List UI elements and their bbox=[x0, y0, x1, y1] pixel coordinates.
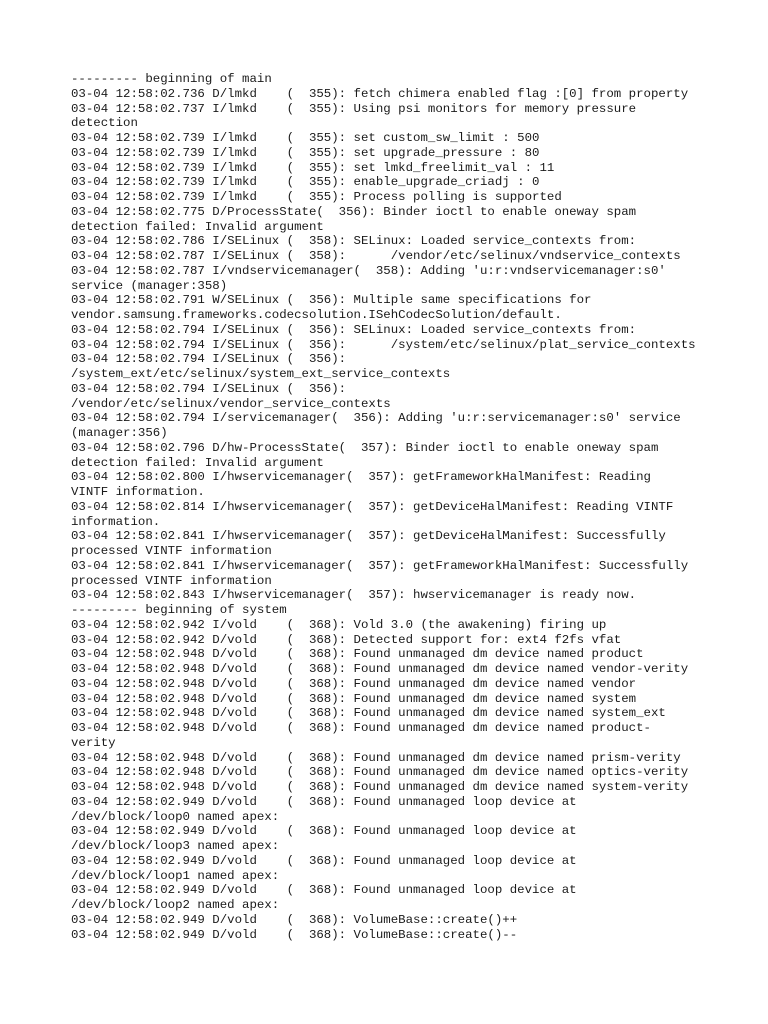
log-line: 03-04 12:58:02.843 I/hwservicemanager( 357): hwservicemanager is ready now. bbox=[71, 588, 637, 603]
log-document bbox=[71, 72, 711, 942]
log-line: /dev/block/loop1 named apex: bbox=[71, 868, 280, 883]
log-line: 03-04 12:58:02.736 D/lmkd ( 355): fetch chimera enabled flag :[0] from property bbox=[71, 86, 689, 101]
log-line: 03-04 12:58:02.942 D/vold ( 368): Detected support for: ext4 f2fs vfat bbox=[71, 632, 622, 647]
log-line: vendor.samsung.frameworks.codecsolution.ISehCodecSolution/default. bbox=[71, 308, 562, 322]
log-line: 03-04 12:58:02.948 D/vold ( 368): Found unmanaged dm device named product bbox=[71, 647, 644, 662]
log-line: 03-04 12:58:02.739 I/lmkd ( 355): set lmkd_freelimit_val : 11 bbox=[71, 160, 555, 175]
log-line: 03-04 12:58:02.787 I/vndservicemanager( 358): Adding 'u:r:vndservicemanager:s0' bbox=[71, 263, 666, 278]
log-line: (manager:356) bbox=[71, 426, 168, 440]
log-line: 03-04 12:58:02.739 I/lmkd ( 355): enable_upgrade_criadj : 0 bbox=[71, 175, 540, 190]
log-line: 03-04 12:58:02.794 I/SELinux ( 356): /system/etc/selinux/plat_service_contexts bbox=[71, 337, 696, 352]
log-line: 03-04 12:58:02.739 I/lmkd ( 355): set upgrade_pressure : 80 bbox=[71, 145, 540, 160]
log-line: /vendor/etc/selinux/vendor_service_contexts bbox=[71, 396, 391, 411]
log-line: 03-04 12:58:02.800 I/hwservicemanager( 357): getFrameworkHalManifest: Reading bbox=[71, 470, 651, 485]
log-line: 03-04 12:58:02.796 D/hw-ProcessState( 357): Binder ioctl to enable oneway spam bbox=[71, 440, 659, 455]
log-line: 03-04 12:58:02.948 D/vold ( 368): Found unmanaged dm device named optics-verity bbox=[71, 765, 689, 780]
log-line: detection failed: Invalid argument bbox=[71, 455, 324, 470]
log-line: 03-04 12:58:02.814 I/hwservicemanager( 357): getDeviceHalManifest: Reading VINTF bbox=[71, 499, 674, 514]
log-line: 03-04 12:58:02.739 I/lmkd ( 355): set custom_sw_limit : 500 bbox=[71, 131, 540, 145]
log-line: detection bbox=[71, 116, 138, 131]
log-line: verity bbox=[71, 735, 116, 750]
log-line: 03-04 12:58:02.791 W/SELinux ( 356): Multiple same specifications for bbox=[71, 293, 592, 308]
log-line: 03-04 12:58:02.948 D/vold ( 368): Found unmanaged dm device named prism-verity bbox=[71, 750, 681, 765]
log-line: detection failed: Invalid argument bbox=[71, 219, 324, 234]
log-line: 03-04 12:58:02.786 I/SELinux ( 358): SELinux: Loaded service_contexts from: bbox=[71, 234, 637, 249]
log-line: 03-04 12:58:02.948 D/vold ( 368): Found unmanaged dm device named vendor bbox=[71, 676, 637, 691]
log-line: 03-04 12:58:02.948 D/vold ( 368): Found unmanaged dm device named system-verity bbox=[71, 780, 689, 794]
log-line: 03-04 12:58:02.739 I/lmkd ( 355): Process polling is supported bbox=[71, 190, 562, 204]
log-line: 03-04 12:58:02.841 I/hwservicemanager( 357): getDeviceHalManifest: Successfully bbox=[71, 529, 666, 544]
log-line: processed VINTF information bbox=[71, 573, 272, 588]
log-line: information. bbox=[71, 514, 161, 529]
log-line: /dev/block/loop2 named apex: bbox=[71, 898, 280, 912]
log-line: service (manager:358) bbox=[71, 278, 228, 293]
log-line: 03-04 12:58:02.794 I/servicemanager( 356): Adding 'u:r:servicemanager:s0' service bbox=[71, 411, 681, 426]
log-line: 03-04 12:58:02.737 I/lmkd ( 355): Using psi monitors for memory pressure bbox=[71, 101, 637, 116]
log-line: 03-04 12:58:02.948 D/vold ( 368): Found unmanaged dm device named product- bbox=[71, 721, 651, 735]
log-line: 03-04 12:58:02.949 D/vold ( 368): VolumeBase::create()++ bbox=[71, 912, 518, 927]
log-line: 03-04 12:58:02.949 D/vold ( 368): Found unmanaged loop device at bbox=[71, 853, 577, 868]
log-line: /dev/block/loop0 named apex: bbox=[71, 809, 280, 824]
log-line: 03-04 12:58:02.775 D/ProcessState( 356): Binder ioctl to enable oneway spam bbox=[71, 204, 637, 219]
log-line: 03-04 12:58:02.841 I/hwservicemanager( 357): getFrameworkHalManifest: Successfully bbox=[71, 558, 689, 573]
log-line: VINTF information. bbox=[71, 485, 205, 499]
log-line: /system_ext/etc/selinux/system_ext_service_contexts bbox=[71, 367, 451, 381]
log-line: 03-04 12:58:02.794 I/SELinux ( 356): SELinux: Loaded service_contexts from: bbox=[71, 322, 637, 337]
log-line: 03-04 12:58:02.949 D/vold ( 368): Found unmanaged loop device at bbox=[71, 883, 577, 898]
log-line: 03-04 12:58:02.948 D/vold ( 368): Found unmanaged dm device named system_ext bbox=[71, 706, 666, 721]
log-line: /dev/block/loop3 named apex: bbox=[71, 839, 280, 853]
log-line: processed VINTF information bbox=[71, 544, 272, 558]
log-body bbox=[71, 72, 711, 942]
log-section-header: --------- beginning of main bbox=[71, 72, 272, 86]
log-line: 03-04 12:58:02.942 I/vold ( 368): Vold 3.0 (the awakening) firing up bbox=[71, 617, 607, 632]
log-line: 03-04 12:58:02.787 I/SELinux ( 358): /vendor/etc/selinux/vndservice_contexts bbox=[71, 249, 681, 263]
log-line: 03-04 12:58:02.948 D/vold ( 368): Found unmanaged dm device named vendor-verity bbox=[71, 662, 689, 676]
log-line: 03-04 12:58:02.794 I/SELinux ( 356): bbox=[71, 352, 347, 367]
log-line: 03-04 12:58:02.794 I/SELinux ( 356): bbox=[71, 381, 347, 396]
log-line: 03-04 12:58:02.949 D/vold ( 368): VolumeBase::create()-- bbox=[71, 927, 518, 942]
log-section-header: --------- beginning of system bbox=[71, 603, 287, 617]
log-line: 03-04 12:58:02.949 D/vold ( 368): Found unmanaged loop device at bbox=[71, 824, 577, 839]
log-line: 03-04 12:58:02.948 D/vold ( 368): Found unmanaged dm device named system bbox=[71, 691, 637, 706]
log-line: 03-04 12:58:02.949 D/vold ( 368): Found unmanaged loop device at bbox=[71, 794, 577, 809]
